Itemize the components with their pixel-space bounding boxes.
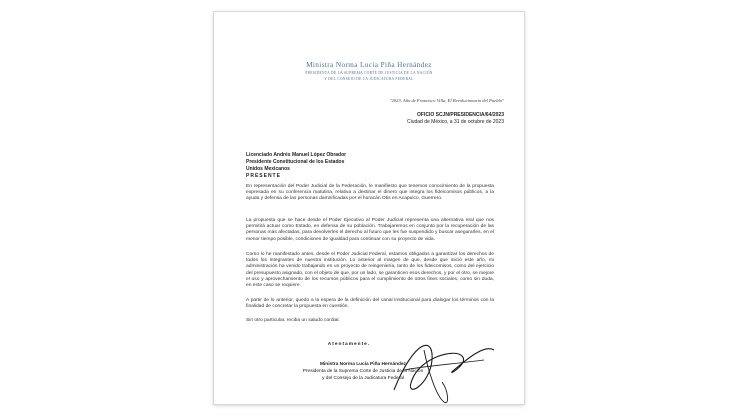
presente: PRESENTE [246,173,281,179]
paragraph: En representación del Poder Judicial de la Federación, le manifiesto que tenemos conocimiento de la propuesta expresada en su conferencia matutina, relativa a destinar el dinero que integra los fideicomisos públicos, a la ayuda y defensa de las personas damnificadas por el huracán Otis en Acapulco, Guerrero. [246,184,494,202]
oficio-number: OFICIO SCJN/PRESIDENCIA/64/2023 [417,112,504,118]
signer-title-1: Presidenta de la Suprema Corte de Justicia de la Nación [302,369,424,374]
signer-title-2: y del Consejo de la Judicatura Federal [322,376,404,381]
letterhead-name: Ministra Norma Lucía Piña Hernández [306,61,432,69]
addressee-name: Licenciado Andrés Manuel López Obrador [246,152,347,158]
letterhead-line-2: Y DEL CONSEJO DE LA JUDICATURA FEDERAL [324,77,414,81]
letterhead-line-1: PRESIDENTA DE LA SUPREMA CORTE DE JUSTICIA DE LA NACIÓN [305,71,433,75]
place-date: Ciudad de México, a 31 de octubre de 2023 [406,119,504,125]
letter-page [214,12,524,404]
paragraph: Sin otro particular, reciba un saludo cordial. [246,318,340,323]
addressee-title-1: Presidente Constitucional de los Estados [246,159,345,165]
closing-atentamente: Atentamente. [327,342,371,347]
year-motto: "2023, Año de Francisco Villa, El Revolucionario del Pueblo" [389,98,504,103]
addressee-title-2: Unidos Mexicanos [246,166,290,172]
paragraph: La propuesta que se hace desde el Poder Ejecutivo al Poder Judicial representa una alternativa real que nos permitirá actuar como Estado, en defensa de su población. Trabajaremos en conjunto por la recuperación de las personas más afectadas, para devolverles el derecho al futuro que les fue suspendido y buscar asegurarles, en el menor tiempo posible, condiciones de igualdad para continuar con su proyecto de vida. [246,218,494,242]
signer-name: Ministra Norma Lucía Piña Hernández [319,362,407,367]
paragraph: A partir de lo anterior, quedo a la espera de la definición del canal institucional para dialogar los términos con la finalidad de concretar la propuesta en cuestión. [246,298,494,310]
paragraph: Como lo he manifestado antes, desde el Poder Judicial Federal, estamos obligados a garantizar los derechos de todos los integrantes de nuestra institución. Lo anterior al margen de que, desde que inició este año, mi administración ha venido trabajando en un proyecto de reingeniería, tanto de los fideicomisos, como del ejercicio del presupuesto asignado, con el objeto de que, por un lado, se garanticen esos derechos, y por el otro, se mejore el uso y aprovechamiento de los recursos públicos para el cumplimiento de otros fines sociales, como sin duda, en este caso se requiere. [246,252,494,289]
